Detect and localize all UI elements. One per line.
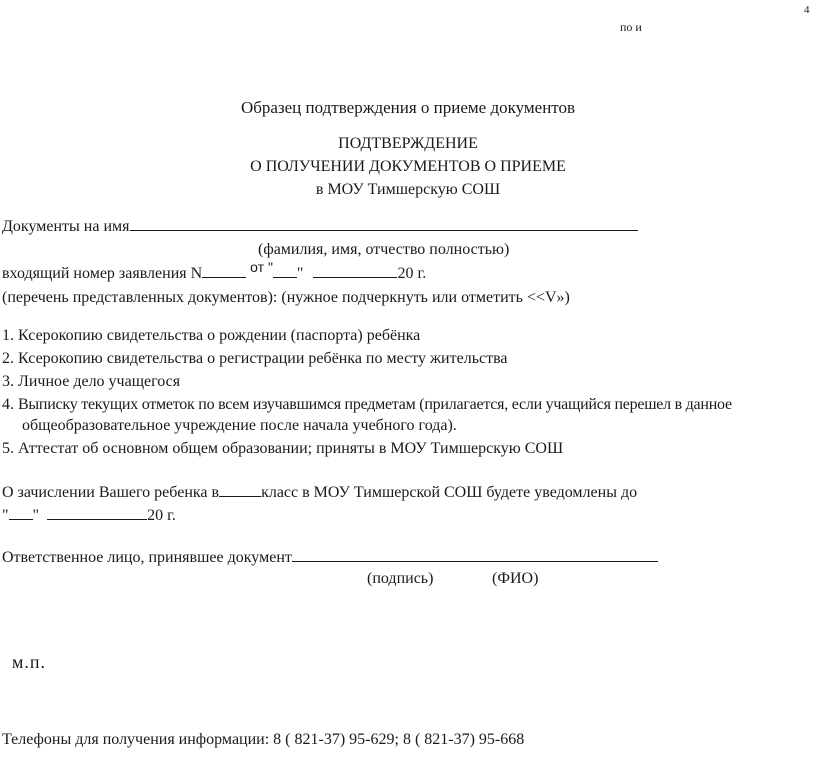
list-item — [2, 327, 420, 345]
month-field-line[interactable] — [313, 276, 397, 278]
list-item — [2, 350, 508, 368]
page-number: 4 — [804, 4, 810, 16]
enroll-month-field-line[interactable] — [47, 518, 147, 520]
name-hint: (фамилия, имя, отчество полностью) — [258, 241, 510, 258]
docs-for-name-label: Документы на имя — [2, 218, 130, 235]
stamp-label: м.п. — [12, 652, 47, 672]
quote-close: " — [32, 507, 40, 524]
enrollment-date-row — [2, 507, 176, 525]
year-suffix: 20 г. — [397, 265, 427, 282]
enroll-year-suffix: 20 г. — [147, 507, 176, 524]
list-item-number: 3. — [2, 373, 14, 390]
responsible-row — [2, 549, 658, 567]
list-item-continuation: общеобразовательное учреждение после начала учебного года). — [22, 417, 457, 434]
name-field-line[interactable] — [130, 229, 638, 231]
contacts-line: Телефоны для получения информации: 8 ( 821-37) 95-629; 8 ( 821-37) 95-668 — [2, 731, 525, 748]
incoming-number-row — [2, 259, 427, 283]
document-title: Образец подтверждения о приеме документов — [240, 98, 576, 117]
corner-text: по и — [620, 20, 642, 34]
incoming-number-label: входящий номер заявления N — [2, 265, 203, 282]
list-item — [2, 440, 563, 458]
list-item-text: Ксерокопию свидетельства о регистрации ребёнка по месту жительства — [18, 350, 508, 367]
incoming-number-field-line[interactable] — [202, 276, 246, 278]
enrollment-prefix: О зачислении Вашего ребенка в — [2, 484, 220, 501]
enrollment-row — [2, 484, 637, 502]
list-item-text: Выписку текущих отметок по всем изучавшимся предметам (прилагается, если учащийся перешел в данное — [18, 396, 732, 413]
list-item-number: 4. — [2, 396, 14, 413]
list-intro: (перечень представленных документов): (нужное подчеркнуть или отметить <<V») — [2, 289, 570, 306]
list-item-number: 1. — [2, 327, 14, 344]
list-item-text: Личное дело учащегося — [18, 373, 181, 390]
list-item-text: Аттестат об основном общем образовании; приняты в МОУ Тимшерскую СОШ — [18, 440, 564, 457]
docs-for-name-row — [2, 218, 638, 236]
fio-hint: (ФИО) — [492, 570, 539, 587]
list-item — [2, 373, 180, 391]
heading-line-2: О ПОЛУЧЕНИИ ДОКУМЕНТОВ О ПРИЕМЕ — [250, 158, 566, 175]
list-item-number: 2. — [2, 350, 14, 367]
list-item-number: 5. — [2, 440, 14, 457]
list-item — [2, 396, 732, 414]
list-item-text: Ксерокопию свидетельства о рождении (паспорта) ребёнка — [18, 327, 421, 344]
signature-hint: (подпись) — [367, 570, 434, 587]
heading-line-3: в МОУ Тимшерскую СОШ — [315, 181, 501, 198]
quote-open: " — [2, 507, 9, 524]
class-field-line[interactable] — [219, 495, 261, 497]
enrollment-suffix: класс в МОУ Тимшерской СОШ будете уведомлены до — [261, 484, 638, 501]
heading-line-1: ПОДТВЕРЖДЕНИЕ — [338, 135, 478, 152]
enroll-day-field-line[interactable] — [9, 518, 33, 520]
day-field-line[interactable] — [273, 276, 297, 278]
responsible-label: Ответственное лицо, принявшее документ — [2, 549, 292, 566]
from-label: от " — [250, 259, 273, 275]
quote-close: " — [296, 265, 304, 282]
responsible-field-line[interactable] — [292, 560, 658, 562]
